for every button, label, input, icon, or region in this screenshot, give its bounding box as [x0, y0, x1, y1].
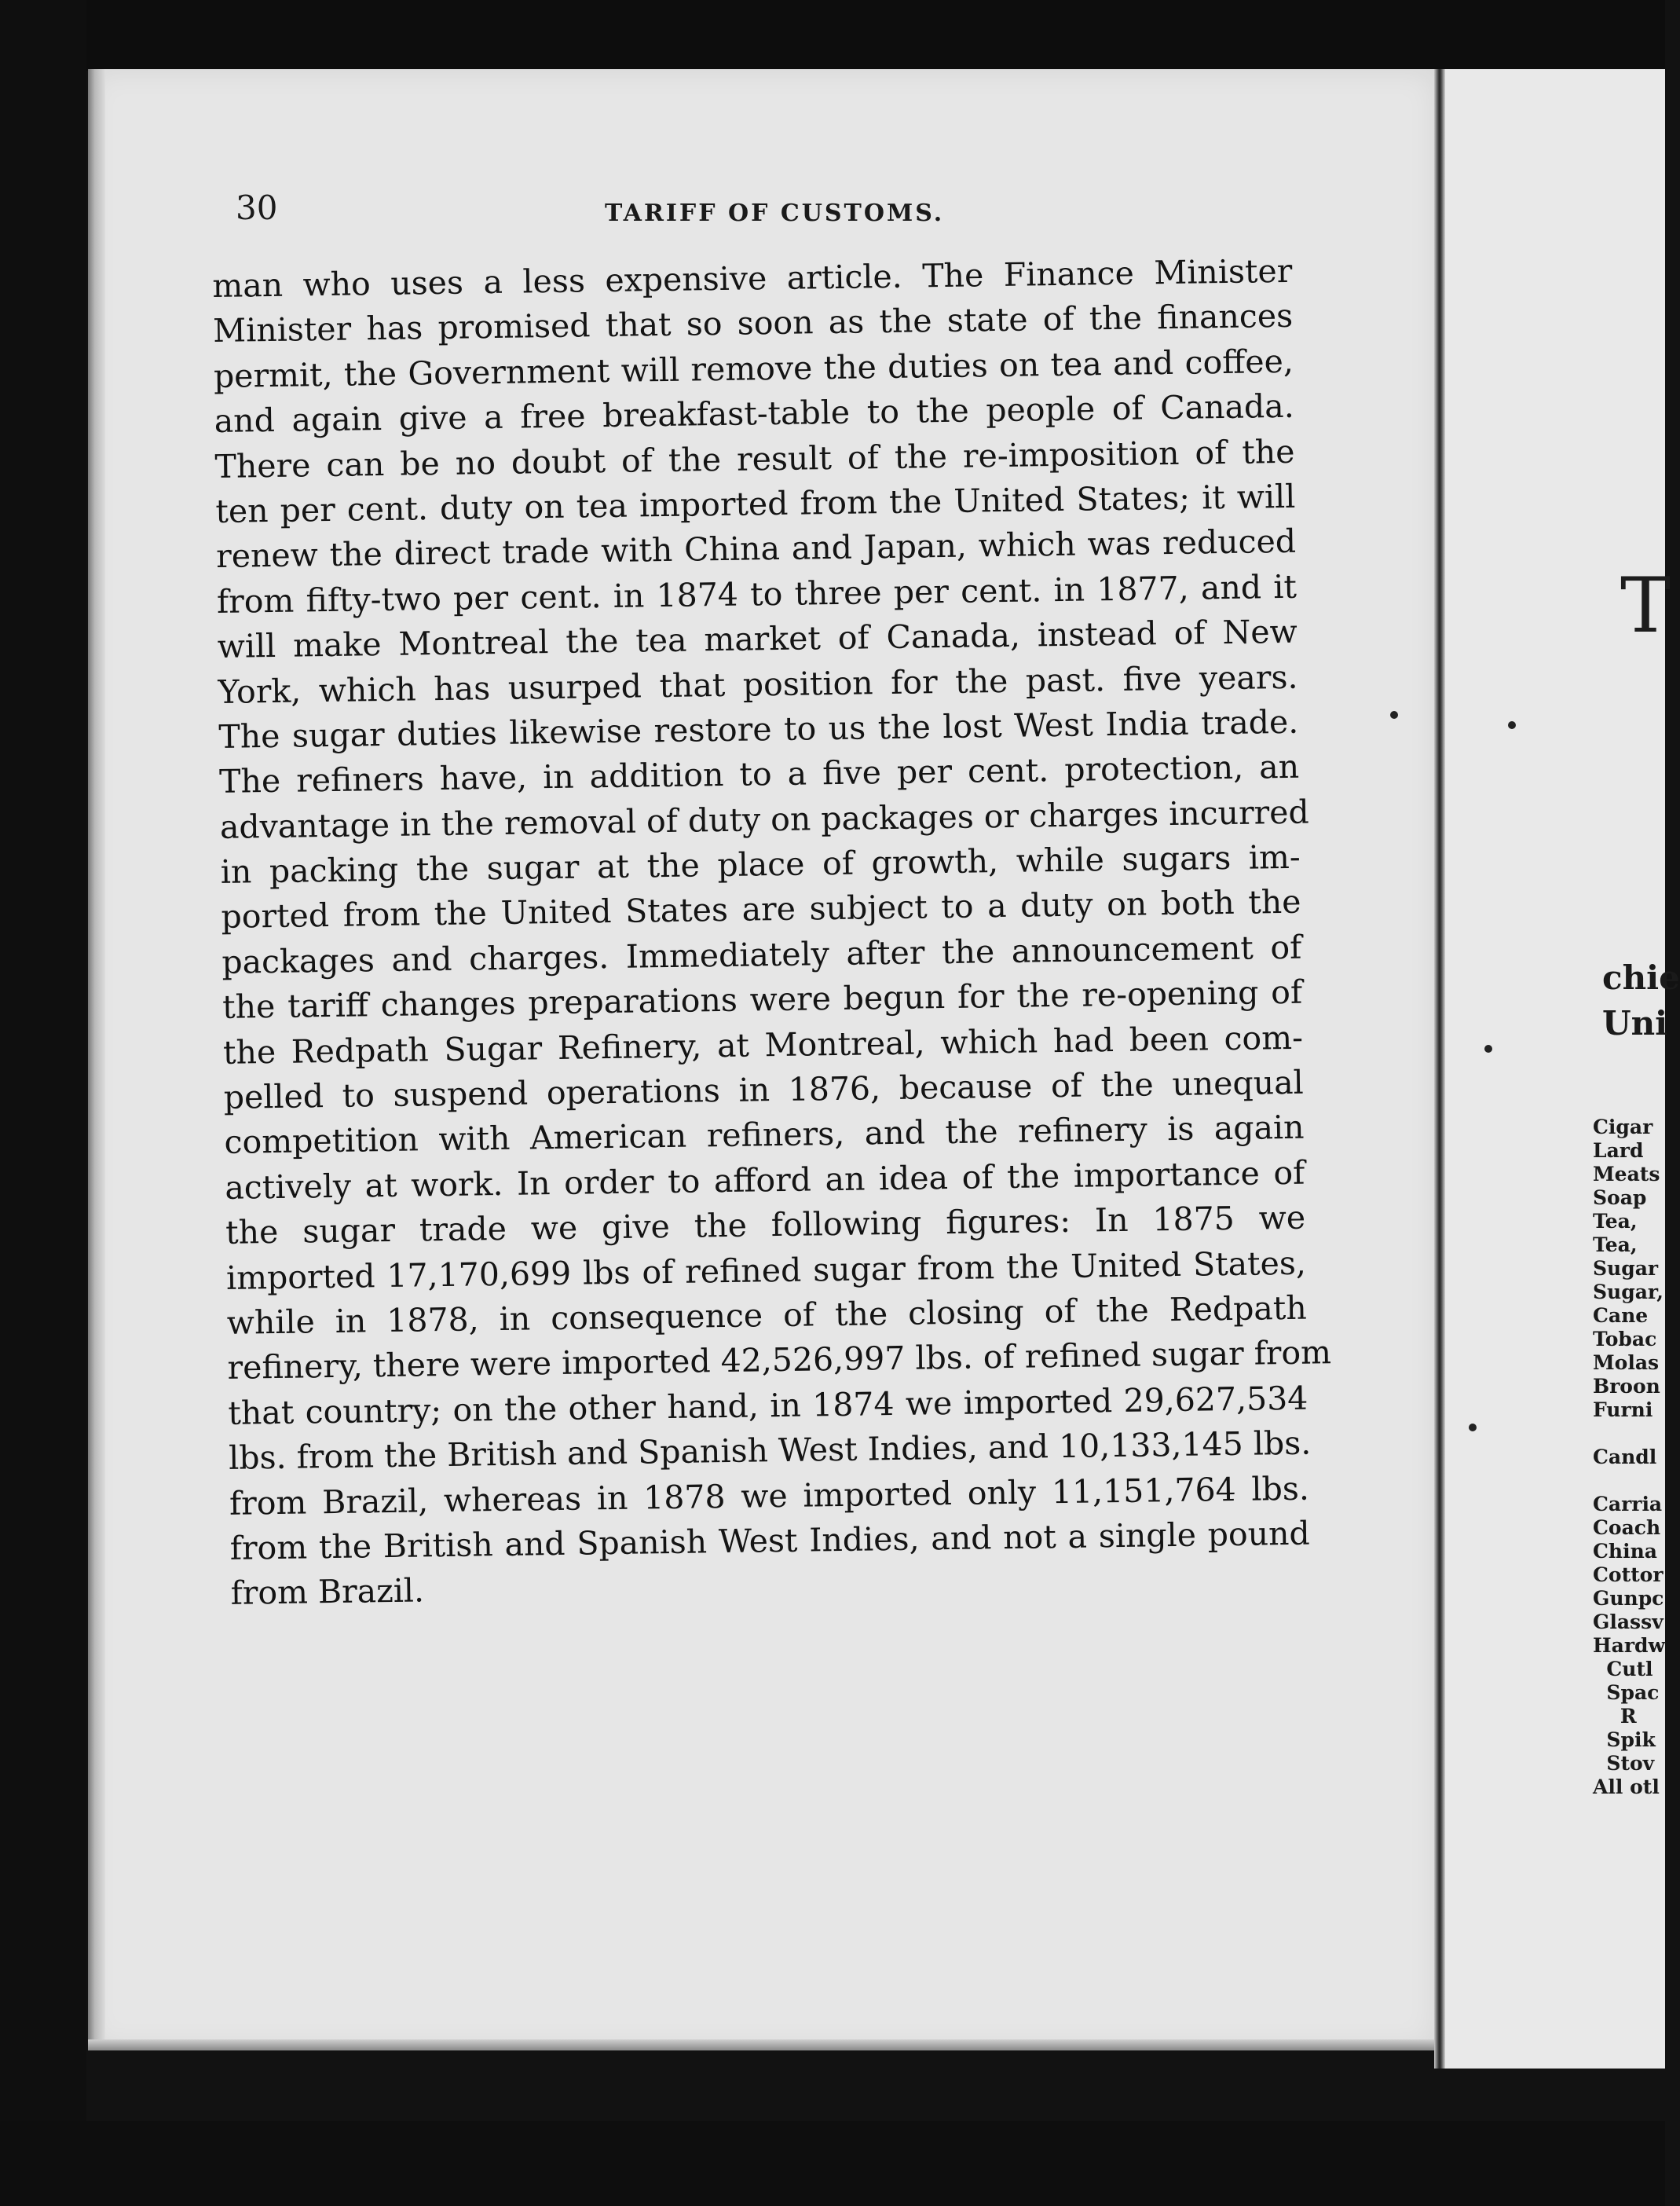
text-line: from Brazil, whereas in 1878 we imported only 11,151,764 lbs. [229, 1469, 1310, 1523]
text-line: in packing the sugar at the place of growth, while sugars im- [220, 837, 1301, 892]
page-header [236, 189, 1288, 244]
text-line: lbs. from the British and Spanish West Indies, and 10,133,145 lbs. [228, 1424, 1312, 1478]
facing-page-list-item: Molas [1593, 1351, 1660, 1374]
margin-mark [1484, 1045, 1492, 1053]
text-line: The refiners have, in addition to a five per cent. protection, an [218, 748, 1300, 801]
facing-page-list-item: Glassv [1593, 1611, 1664, 1633]
facing-page-text-fragment: Uni [1602, 1004, 1668, 1043]
left-page-bottom-edge [88, 2039, 1437, 2050]
facing-page-list-item: All otl [1593, 1775, 1660, 1798]
facing-page-list-item: Soap [1593, 1186, 1647, 1209]
text-line: competition with American refiners, and the refinery is again [224, 1108, 1305, 1162]
text-line: renew the direct trade with China and Japan, which was reduced [215, 522, 1297, 576]
scan-background-left [0, 0, 86, 2206]
text-line: and again give a free breakfast-table to the people of Canada. [214, 387, 1294, 441]
text-line: from the British and Spanish West Indies, and not a single pound [229, 1514, 1311, 1567]
text-line: ten per cent. duty on tea imported from the United States; it will [215, 477, 1296, 530]
facing-page-list-item: Cigar [1593, 1116, 1653, 1138]
facing-page-list-item: Hardw [1593, 1634, 1665, 1657]
facing-page-list-item [1593, 1469, 1665, 1493]
text-line: will make Montreal the tea market of Canada, instead of New [217, 612, 1298, 666]
facing-page-list-item: Tobac [1593, 1328, 1657, 1350]
facing-page-list [1593, 1116, 1665, 1799]
text-line: from Brazil. [230, 1571, 425, 1613]
text-line: There can be no doubt of the result of the re-imposition of the [214, 432, 1295, 486]
facing-page-list-item: R [1593, 1705, 1637, 1728]
facing-page-list-item: Cottor [1593, 1563, 1664, 1586]
body-text [212, 249, 1332, 1617]
page-number: 30 [236, 189, 278, 227]
scan-background-top [0, 0, 1665, 71]
text-line: imported 17,170,699 lbs of refined sugar from the United States, [225, 1244, 1307, 1297]
text-line: York, which has usurped that position for the past. five years. [218, 658, 1298, 711]
facing-page-text-fragment: chie [1602, 958, 1680, 997]
facing-page-list-item: Coach [1593, 1516, 1661, 1539]
facing-page-list-item: Spik [1593, 1728, 1656, 1751]
text-line: the sugar trade we give the following figures: In 1875 we [225, 1198, 1306, 1252]
text-line: while in 1878, in consequence of the closing of the Redpath [226, 1288, 1308, 1342]
text-line: Minister has promised that so soon as the state of the finances [212, 297, 1294, 350]
text-line: the Redpath Sugar Refinery, at Montreal, which had been com- [222, 1018, 1304, 1072]
text-line: pelled to suspend operations in 1876, because of the unequal [223, 1063, 1305, 1116]
text-line: The sugar duties likewise restore to us the lost West India trade. [218, 702, 1299, 756]
facing-page-list-item: Gunpc [1593, 1587, 1664, 1610]
facing-page-list-item: Cane [1593, 1304, 1649, 1327]
margin-mark [1390, 711, 1398, 719]
left-page-edge [88, 69, 105, 2049]
facing-page-list-item: Tea, [1593, 1233, 1638, 1256]
facing-page-list-item: Tea, [1593, 1210, 1638, 1233]
text-line: the tariff changes preparations were begun for the re-opening of [221, 973, 1303, 1027]
facing-page-list-item: Carria [1593, 1493, 1663, 1515]
facing-page-list-item: Meats [1593, 1163, 1660, 1185]
facing-page-list-item [1593, 1422, 1665, 1446]
facing-page-list-item: Lard [1593, 1139, 1644, 1162]
facing-page-heading-fragment: T [1620, 562, 1671, 650]
facing-page-list-item: Cutl [1593, 1658, 1653, 1680]
text-line: refinery, there were imported 42,526,997 lbs. of refined sugar from [227, 1333, 1332, 1387]
facing-page-list-item: Furni [1593, 1398, 1653, 1421]
text-line: actively at work. In order to afford an idea of the importance of [225, 1153, 1305, 1207]
facing-page-list-item: China [1593, 1540, 1657, 1563]
running-head: TARIFF OF CUSTOMS. [605, 200, 945, 227]
facing-page-list-item: Candl [1593, 1446, 1657, 1468]
text-line: man who uses a less expensive article. The Finance Minister [212, 251, 1293, 305]
facing-page-list-item: Sugar, [1593, 1281, 1664, 1303]
margin-mark [1469, 1424, 1477, 1431]
text-line: from fifty-two per cent. in 1874 to three per cent. in 1877, and it [216, 567, 1298, 621]
text-line: advantage in the removal of duty on packages or charges incurred [219, 793, 1310, 846]
text-line: that country; on the other hand, in 1874 we imported 29,627,534 [228, 1379, 1308, 1432]
text-line: ported from the United States are subject to a duty on both the [221, 883, 1301, 936]
facing-page-list-item: Broon [1593, 1375, 1660, 1398]
margin-mark [1508, 721, 1516, 729]
text-line: permit, the Government will remove the duties on tea and coffee, [213, 342, 1294, 395]
facing-page-list-item: Sugar [1593, 1257, 1659, 1280]
scan-background-bottom [0, 2121, 1665, 2206]
facing-page-list-item: Stov [1593, 1752, 1655, 1775]
facing-page-list-item: Spac [1593, 1681, 1660, 1704]
text-line: packages and charges. Immediately after the announcement of [221, 928, 1302, 981]
book-gutter [1434, 69, 1445, 2069]
